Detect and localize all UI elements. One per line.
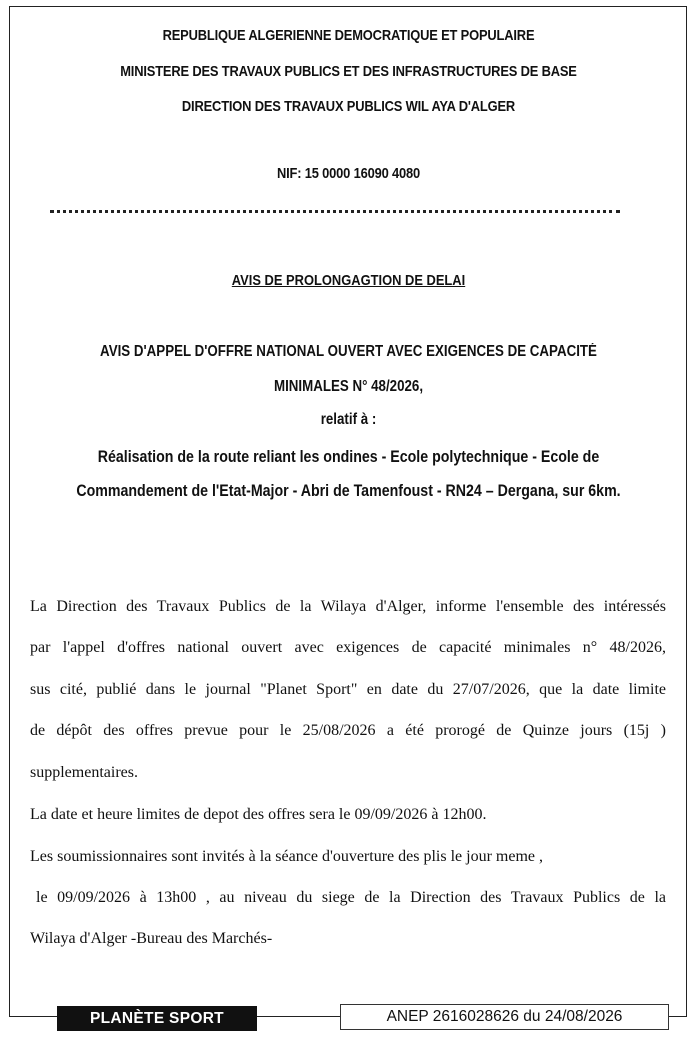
body-paragraph1-line5: supplementaires. (30, 764, 138, 781)
body-paragraph3-line2: le 09/09/2026 à 13h00 , au niveau du siege de la Direction des Travaux Publics de la (36, 889, 666, 906)
body-paragraph1-line1: La Direction des Travaux Publics de la Wilaya d'Alger, informe l'ensemble des intéressés (30, 598, 666, 615)
newspaper-brand-label: PLANÈTE SPORT (57, 1006, 257, 1031)
body-paragraph3-line3: Wilaya d'Alger -Bureau des Marchés- (30, 930, 273, 947)
separator-dashes (50, 210, 620, 213)
body-paragraph1-line3: sus cité, publié dans le journal "Planet Sport" en date du 27/07/2026, que la date limite (30, 681, 666, 698)
header-ministry: MINISTERE DES TRAVAUX PUBLICS ET DES INFRASTRUCTURES DE BASE (120, 63, 577, 80)
tender-subtitle-line2: MINIMALES N° 48/2026, (273, 378, 424, 395)
header-republic: REPUBLIQUE ALGERIENNE DEMOCRATIQUE ET POPULAIRE (162, 27, 535, 44)
body-paragraph1-line4: de dépôt des offres prevue pour le 25/08/2026 a été prorogé de Quinze jours (15j ) (30, 722, 666, 739)
tender-object-line1: Réalisation de la route reliant les ondines - Ecole polytechnique - Ecole de (97, 448, 600, 466)
body-paragraph1-line2: par l'appel d'offres national ouvert avec exigences de capacité minimales n° 48/2026, (30, 639, 666, 656)
notice-title: AVIS DE PROLONGAGTION DE DELAI (231, 272, 466, 289)
header-direction: DIRECTION DES TRAVAUX PUBLICS WIL AYA D'ALGER (181, 98, 516, 115)
header-nif: NIF: 15 0000 16090 4080 (276, 165, 421, 182)
tender-subtitle-line1: AVIS D'APPEL D'OFFRE NATIONAL OUVERT AVEC EXIGENCES DE CAPACITÉ (100, 343, 597, 360)
tender-object-line2: Commandement de l'Etat-Major - Abri de Tamenfoust - RN24 – Dergana, sur 6km. (76, 482, 621, 500)
body-paragraph2: La date et heure limites de depot des offres sera le 09/09/2026 à 12h00. (30, 806, 487, 823)
anep-reference: ANEP 2616028626 du 24/08/2026 (340, 1004, 669, 1030)
tender-relatif: relatif à : (320, 411, 377, 428)
body-paragraph3-line1: Les soumissionnaires sont invités à la séance d'ouverture des plis le jour meme , (30, 848, 543, 865)
